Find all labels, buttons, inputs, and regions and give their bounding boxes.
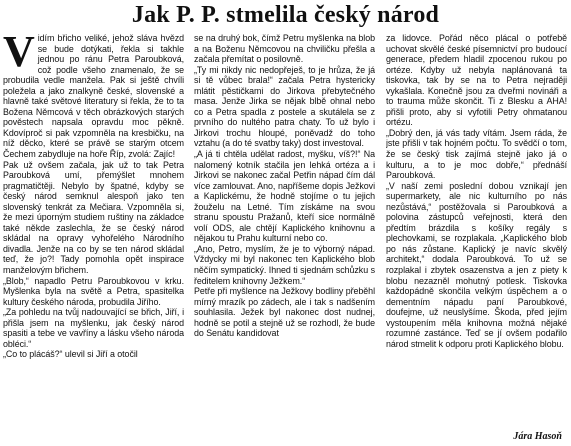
article-paragraph: „Co to plácáš?“ ulevil si Jiří a otočil <box>3 349 138 360</box>
article-paragraph: „V naší zemi poslední dobou vznikají jen supermarkety, ale nic kulturního po nás nezůstává,“ postěžovala si Paroubková a polovina zástupců veřejnosti, která den předtím brázdila s košíky regály s plechovkami, se rozplakala. „Kaplického blob po nás zůstane. Kaplický je navíc skvělý architekt,“ dodala Paroubková. To už se rozplakal i zbytek osazenstva a jen z piety k blobu nezazněl mohutný potlesk. Tiskovka každopádně skončila velkým úspěchem a o dementním nápadu paní Paroubkové, doufejme, už neuslyšíme. Škoda, před jejím vystoupením měla knihovna možná nějaké rozumné zastánce. Teď se jí ovšem podařilo národ stmelit k odporu proti Kaplického blobu. <box>386 180 567 349</box>
article-column-2 <box>194 33 375 445</box>
drop-cap: V <box>3 33 35 76</box>
article-paragraph: „Blob,“ napadlo Petru Paroubkovou v krku. Myšlenka byla na světě a Petra, spasitelka kultury českého národa, probudila Jiřího. <box>3 275 184 307</box>
article-paragraph: „Ano, Petro, myslím, že je to výborný nápad. Vždycky mi byl nakonec ten Kaplického blob něčím sympatický. Ihned ti sjednám schůzku s ředitelem knihovny Ježkem.“ <box>194 243 375 286</box>
article-column-3 <box>386 33 567 445</box>
article-paragraph: Pak už ovšem začala, jak už to tak Petra Paroubková umí, přemýšlet mnohem pragmatičtěji. Nebylo by špatné, kdyby se český národ semknul alespoň jako ten slovenský tenkrát za Mečiara. Vzpomněla si, že mezi úporným studiem ruštiny na základce také někde zaslechla, že se český národ skládal na opravy vyhořelého Národního divadla. Jenže na co by se ten národ skládal teď, že jo?! Tady pomohla opět inspirace manželovým břichem. <box>3 159 184 276</box>
article-paragraph: „Ty mi nikdy nic nedopřeješ, to je hrůza, že já si tě vůbec brala!“ začala Petra hystericky mlátit pěstičkami do Jirkova přebytečného masa. Jenže Jirka se nějak blbě ohnal nebo co a Petra spadla z postele a skutálela se z prvního do nultého patra chaty. To už bylo i Jirkovi trochu hloupé, poněvadž do toho vztahu (a do té svatby taky) dost investoval. <box>194 64 375 149</box>
author-byline: Jára Hasoň <box>513 431 562 442</box>
article-paragraph: „Za pohledu na tvůj nadouvající se břich, Jiří, i přišla jsem na myšlenku, jak český národ spasiti a tebe ve vavříny a lásku všeho národa obléci.“ <box>3 307 184 349</box>
article-paragraph: „Dobrý den, já vás tady vítám. Jsem ráda, že jste přišli v tak hojném počtu. To svědčí o tom, že se český tisk zajímá stejně jako já o kulturu, a to je moc dobře,“ přednáší Paroubková. <box>386 127 567 181</box>
article-paragraph: za lidovce. Pořád něco plácal o potřebě uchovat skvělé české písemnictví pro budoucí generace, předem hladil zpocenou rukou po ortéze. Kdyby už nebyla naplánovaná ta tiskovka, tak by se na to Petra nejraději vykašlala. Konečně jsou za dveřmi novináři a to trauma může skončit. Ti z Blesku a AHA! přišli proto, aby si vyfotili Petry ohmatanou ortézu. <box>386 33 567 128</box>
article-column-1 <box>3 33 184 445</box>
article-paragraph: „A já ti chtěla udělat radost, myšku, víš?!“ Na nalomený kotník stačila jen lehká ortéza a i Jirkovi se nakonec začal Petřin nápad čím dál více zamlouvat. Ano, napříšeme dopis Ježkovi a Kaplickému, že hodně stojíme o tu jejich žouželu na Letné. Tím získáme na svou stranu spoustu Pražanů, kteří sice normálně volí ODS, ale chtějí Kaplického knihovnu a nějakou tu Prahu kulturní nebo co. <box>194 149 375 244</box>
article-paragraph: se na druhý bok, čímž Petru myšlenka na blob a na Boženu Němcovou na chviličku přešla a začala přemítat o posilovně. <box>194 33 375 65</box>
article-paragraph: Vidím břicho veliké, jehož sláva hvězd se bude dotýkati, řekla si takhle jednou po ránu Petra Paroubková, což podle všeho znamenalo, že se probudila vedle manžela. Pak si ještě chvíli poležela a jako znalkyně české, slovenské a hlavně také světové literatury si řekla, že to ta Božena Němcová v těch obrázkových starých pověstech napsala opravdu moc pěkně. Kdovíproč si pak vzpomněla na kresbičku, na níž děcko, které se právě se starým otcem Čechem zabydluje na hoře Říp, zvolá: Zajíc! <box>3 33 184 160</box>
article-headline: Jak P. P. stmelila český národ <box>131 2 440 28</box>
article-paragraph: Petře při myšlence na Ježkovy bodliny přeběhl mírný mrazík po zádech, ale i tak s nadšením souhlasila. Ježek byl nakonec dost nudnej, hodně se potil a stejně už se rozhodl, že bude do Senátu kandidovat <box>194 286 375 339</box>
